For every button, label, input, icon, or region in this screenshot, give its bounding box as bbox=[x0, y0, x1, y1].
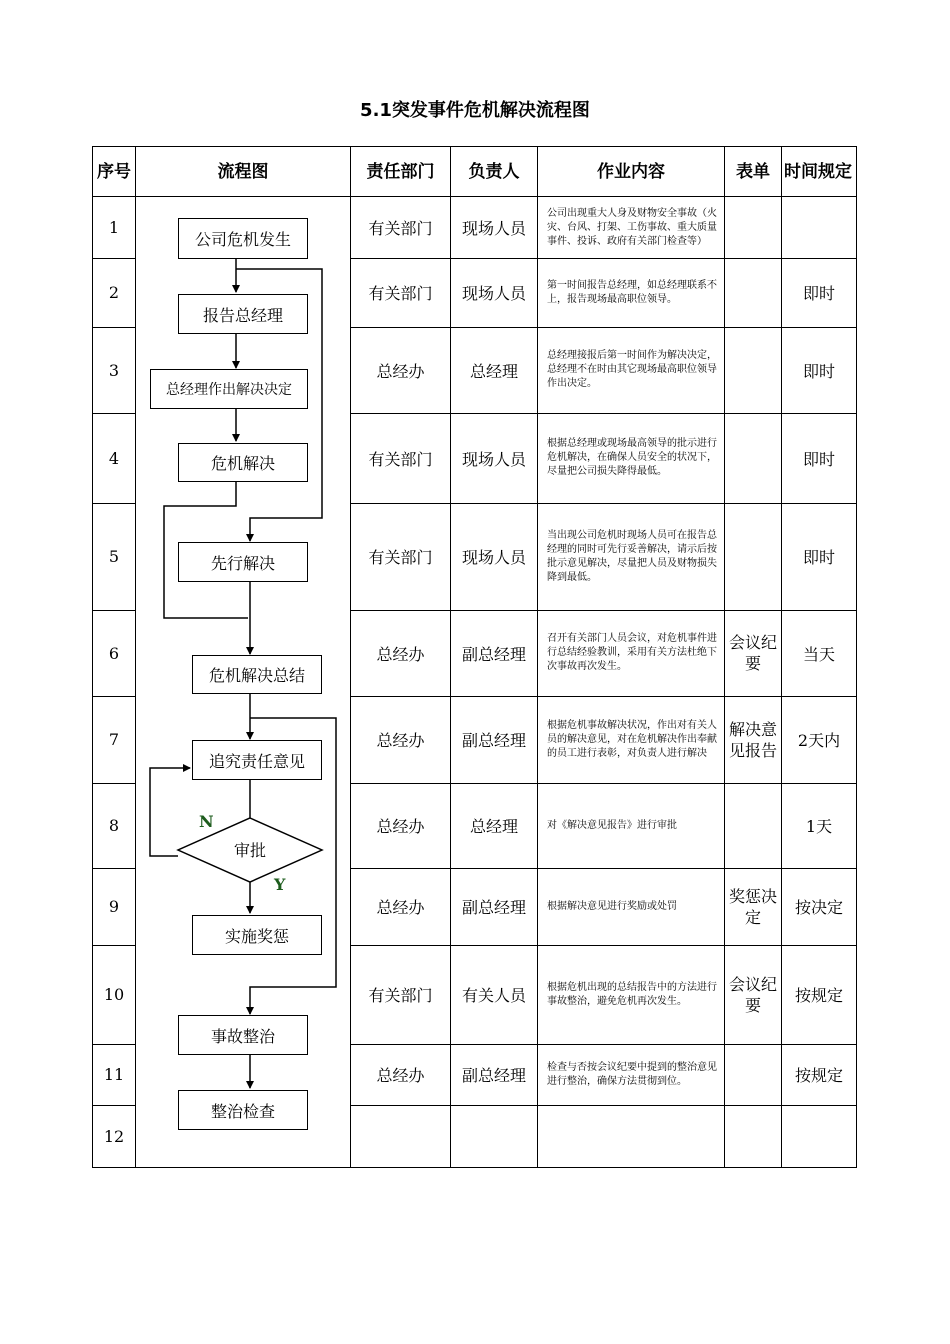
row-person: 副总经理 bbox=[461, 644, 526, 664]
flow-node-rectification: 事故整治 bbox=[178, 1015, 308, 1055]
row-time: 1天 bbox=[805, 817, 833, 836]
row-form: 会议纪要 bbox=[728, 974, 777, 1015]
row-seq: 4 bbox=[108, 448, 120, 468]
row-work: 公司出现重大人身及财物安全事故（火灾、台风、打架、工伤事故、重大质量事件、投诉、政府有关部门检查等） bbox=[547, 207, 717, 247]
row-dept: 有关部门 bbox=[368, 449, 433, 469]
flow-node-approval-label: 审批 bbox=[233, 841, 266, 860]
flow-node-resolve-first: 先行解决 bbox=[178, 542, 308, 582]
page-title: 5.1突发事件危机解决流程图 bbox=[360, 100, 590, 121]
row-dept: 有关部门 bbox=[368, 219, 433, 238]
row-time: 即时 bbox=[802, 548, 835, 567]
row-person: 副总经理 bbox=[461, 731, 526, 750]
header-form: 表单 bbox=[736, 161, 770, 182]
row-time: 即时 bbox=[802, 449, 835, 469]
row-person: 副总经理 bbox=[461, 1066, 526, 1085]
row-time: 即时 bbox=[802, 361, 835, 381]
flow-node-crisis-occurs: 公司危机发生 bbox=[178, 218, 308, 259]
row-person: 现场人员 bbox=[461, 219, 526, 238]
flow-node-reward-punish: 实施奖惩 bbox=[192, 915, 322, 955]
row-time: 当天 bbox=[802, 644, 835, 664]
header-work: 作业内容 bbox=[597, 161, 665, 182]
row-dept: 总经办 bbox=[376, 644, 425, 664]
row-seq: 6 bbox=[108, 643, 120, 663]
row-dept: 有关部门 bbox=[368, 284, 433, 303]
row-work: 根据危机事故解决状况，作出对有关人员的解决意见，对在危机解决作出奉献的员工进行表彰，对负责人进行解决 bbox=[547, 719, 717, 759]
flow-node-gm-decision: 总经理作出解决决定 bbox=[150, 369, 308, 409]
row-time: 按规定 bbox=[794, 986, 843, 1005]
row-dept: 有关部门 bbox=[368, 986, 433, 1005]
row-work: 检查与否按会议纪要中提到的整治意见进行整治，确保方法贯彻到位。 bbox=[547, 1061, 717, 1087]
header-dept: 责任部门 bbox=[366, 161, 435, 182]
row-form: 奖惩决定 bbox=[728, 886, 777, 927]
row-person: 总经理 bbox=[469, 361, 518, 381]
row-seq: 3 bbox=[108, 360, 120, 380]
row-person: 有关人员 bbox=[461, 986, 526, 1005]
row-seq: 8 bbox=[108, 816, 120, 835]
row-dept: 总经办 bbox=[376, 361, 425, 381]
header-seq: 序号 bbox=[97, 161, 131, 182]
flow-node-rectification-check: 整治检查 bbox=[178, 1090, 308, 1130]
flow-label-no: N bbox=[199, 812, 214, 831]
row-dept: 总经办 bbox=[376, 731, 425, 750]
row-time: 即时 bbox=[802, 284, 835, 303]
header-time: 时间规定 bbox=[784, 161, 852, 182]
row-person: 总经理 bbox=[469, 817, 518, 836]
row-seq: 7 bbox=[108, 730, 120, 749]
row-form: 会议纪要 bbox=[728, 633, 777, 673]
row-work: 当出现公司危机时现场人员可在报告总经理的同时可先行妥善解决，请示后按批示意见解决，尽量把人员及财物损失降到最低。 bbox=[547, 529, 717, 583]
row-seq: 1 bbox=[108, 218, 120, 237]
row-time: 2天内 bbox=[797, 731, 841, 750]
row-work: 根据总经理或现场最高领导的批示进行危机解决，在确保人员安全的状况下，尽量把公司损失降得最低。 bbox=[547, 438, 717, 477]
row-work: 召开有关部门人员会议，对危机事件进行总结经验教训，采用有关方法杜绝下次事故再次发生。 bbox=[547, 633, 717, 672]
row-seq: 5 bbox=[108, 547, 120, 566]
header-flow: 流程图 bbox=[217, 161, 269, 182]
row-time: 按决定 bbox=[794, 898, 843, 917]
row-person: 现场人员 bbox=[461, 449, 526, 469]
row-work: 根据危机出现的总结报告中的方法进行事故整治，避免危机再次发生。 bbox=[547, 981, 717, 1007]
row-seq: 11 bbox=[103, 1065, 125, 1084]
flow-node-crisis-summary: 危机解决总结 bbox=[192, 655, 322, 694]
row-dept: 总经办 bbox=[376, 898, 425, 917]
row-seq: 12 bbox=[103, 1126, 125, 1146]
row-person: 现场人员 bbox=[461, 548, 526, 567]
row-seq: 10 bbox=[103, 985, 125, 1004]
row-work: 总经理接报后第一时间作为解决决定，总经理不在时由其它现场最高职位领导作出决定。 bbox=[547, 350, 717, 389]
row-dept: 有关部门 bbox=[368, 548, 433, 567]
flow-node-accountability: 追究责任意见 bbox=[192, 740, 322, 780]
row-time: 按规定 bbox=[794, 1066, 843, 1085]
flow-node-crisis-resolve: 危机解决 bbox=[178, 443, 308, 482]
row-work: 根据解决意见进行奖励或处罚 bbox=[547, 900, 677, 912]
row-form: 解决意见报告 bbox=[728, 719, 777, 760]
row-person: 现场人员 bbox=[461, 284, 526, 303]
flow-label-yes: Y bbox=[274, 875, 286, 894]
row-dept: 总经办 bbox=[376, 1066, 425, 1085]
row-work: 第一时间报告总经理，如总经理联系不上，报告现场最高职位领导。 bbox=[547, 279, 717, 305]
row-work: 对《解决意见报告》进行审批 bbox=[547, 819, 677, 831]
flow-node-report-gm: 报告总经理 bbox=[178, 294, 308, 334]
row-seq: 9 bbox=[108, 897, 120, 916]
row-dept: 总经办 bbox=[376, 817, 425, 836]
row-person: 副总经理 bbox=[461, 898, 526, 917]
header-person: 负责人 bbox=[468, 161, 520, 182]
row-seq: 2 bbox=[108, 283, 120, 302]
